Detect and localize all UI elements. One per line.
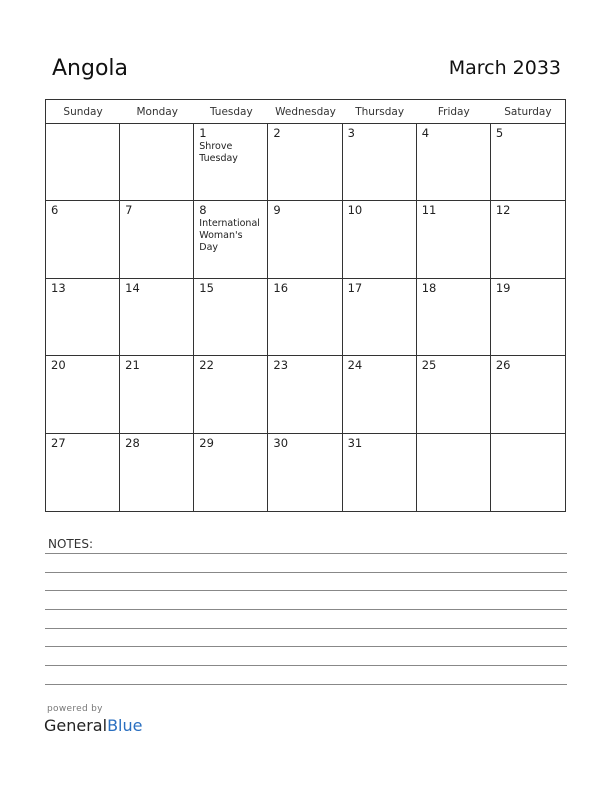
day-number: 8 — [199, 203, 207, 218]
day-cell — [268, 124, 342, 201]
day-cell — [120, 124, 194, 201]
note-line — [45, 628, 567, 629]
day-cell — [417, 279, 491, 356]
holiday-label: Shrove Tuesday — [199, 141, 238, 164]
day-number: 16 — [273, 280, 289, 295]
day-number: 14 — [125, 280, 140, 295]
powered-by-text: powered by — [47, 704, 103, 714]
day-number: 3 — [347, 126, 355, 140]
day-number: 11 — [421, 203, 437, 218]
day-number: 31 — [347, 435, 363, 450]
day-cell — [491, 279, 565, 356]
day-number: 17 — [347, 280, 363, 295]
day-cell — [343, 124, 417, 201]
weekday-header-sunday: Sunday — [46, 100, 120, 124]
day-cell — [417, 201, 491, 278]
day-number: 5 — [495, 126, 504, 140]
calendar-grid — [45, 99, 566, 512]
day-number: 2 — [273, 126, 281, 140]
day-number: 1 — [199, 126, 207, 140]
weekday-header-saturday: Saturday — [491, 100, 565, 124]
day-number: 26 — [495, 358, 511, 373]
weekday-header-friday: Friday — [417, 100, 491, 124]
day-number: 28 — [125, 435, 140, 450]
note-line — [45, 684, 567, 685]
day-cell — [343, 434, 417, 511]
day-number: 24 — [347, 358, 363, 373]
day-number: 6 — [51, 203, 59, 218]
day-number: 18 — [421, 280, 437, 295]
day-number: 25 — [421, 358, 437, 373]
day-cell — [491, 201, 565, 278]
day-cell — [46, 356, 120, 433]
day-number: 20 — [51, 358, 66, 373]
day-cell — [120, 201, 194, 278]
notes-label: NOTES: — [48, 537, 93, 551]
day-number: 15 — [199, 280, 214, 295]
day-cell — [343, 279, 417, 356]
day-cell — [268, 201, 342, 278]
note-line — [45, 665, 567, 666]
day-cell — [491, 434, 565, 511]
day-cell — [268, 356, 342, 433]
day-cell — [343, 356, 417, 433]
day-cell — [46, 124, 120, 201]
day-cell — [46, 279, 120, 356]
day-number: 4 — [421, 126, 430, 140]
day-cell — [194, 124, 268, 201]
day-cell — [268, 434, 342, 511]
day-cell — [417, 356, 491, 433]
weekday-header-tuesday: Tuesday — [194, 100, 268, 124]
day-number: 21 — [125, 358, 140, 373]
day-number: 13 — [51, 280, 66, 295]
day-cell — [120, 279, 194, 356]
day-cell — [194, 356, 268, 433]
weekday-header-thursday: Thursday — [343, 100, 417, 124]
day-cell — [46, 201, 120, 278]
brand-name-part2: Blue — [107, 716, 143, 735]
note-line — [45, 590, 567, 591]
weekday-header-wednesday: Wednesday — [268, 100, 342, 124]
day-cell — [46, 434, 120, 511]
day-number: 9 — [273, 203, 281, 218]
day-number: 19 — [495, 280, 511, 295]
day-cell — [194, 201, 268, 278]
day-number: 27 — [51, 435, 66, 450]
day-number: 7 — [125, 203, 133, 218]
note-line — [45, 609, 567, 610]
day-number: 12 — [495, 203, 511, 218]
day-number: 10 — [347, 203, 363, 218]
day-cell — [491, 124, 565, 201]
weekday-header-monday: Monday — [120, 100, 194, 124]
note-line — [45, 646, 567, 647]
brand-name-part1: General — [44, 716, 108, 735]
day-cell — [268, 279, 342, 356]
day-number: 22 — [199, 358, 214, 373]
brand-logo[interactable] — [44, 716, 142, 735]
day-cell — [417, 434, 491, 511]
holiday-label: International Woman's Day — [199, 218, 260, 254]
country-title: Angola — [52, 56, 129, 81]
day-cell — [194, 279, 268, 356]
month-year-title: March 2033 — [448, 57, 561, 79]
day-cell — [120, 434, 194, 511]
day-cell — [343, 201, 417, 278]
day-number: 23 — [273, 358, 289, 373]
day-number: 29 — [199, 435, 214, 450]
day-cell — [417, 124, 491, 201]
day-cell — [120, 356, 194, 433]
note-line — [45, 572, 567, 573]
day-cell — [491, 356, 565, 433]
day-cell — [194, 434, 268, 511]
day-number: 30 — [273, 435, 289, 450]
note-line — [45, 553, 567, 554]
